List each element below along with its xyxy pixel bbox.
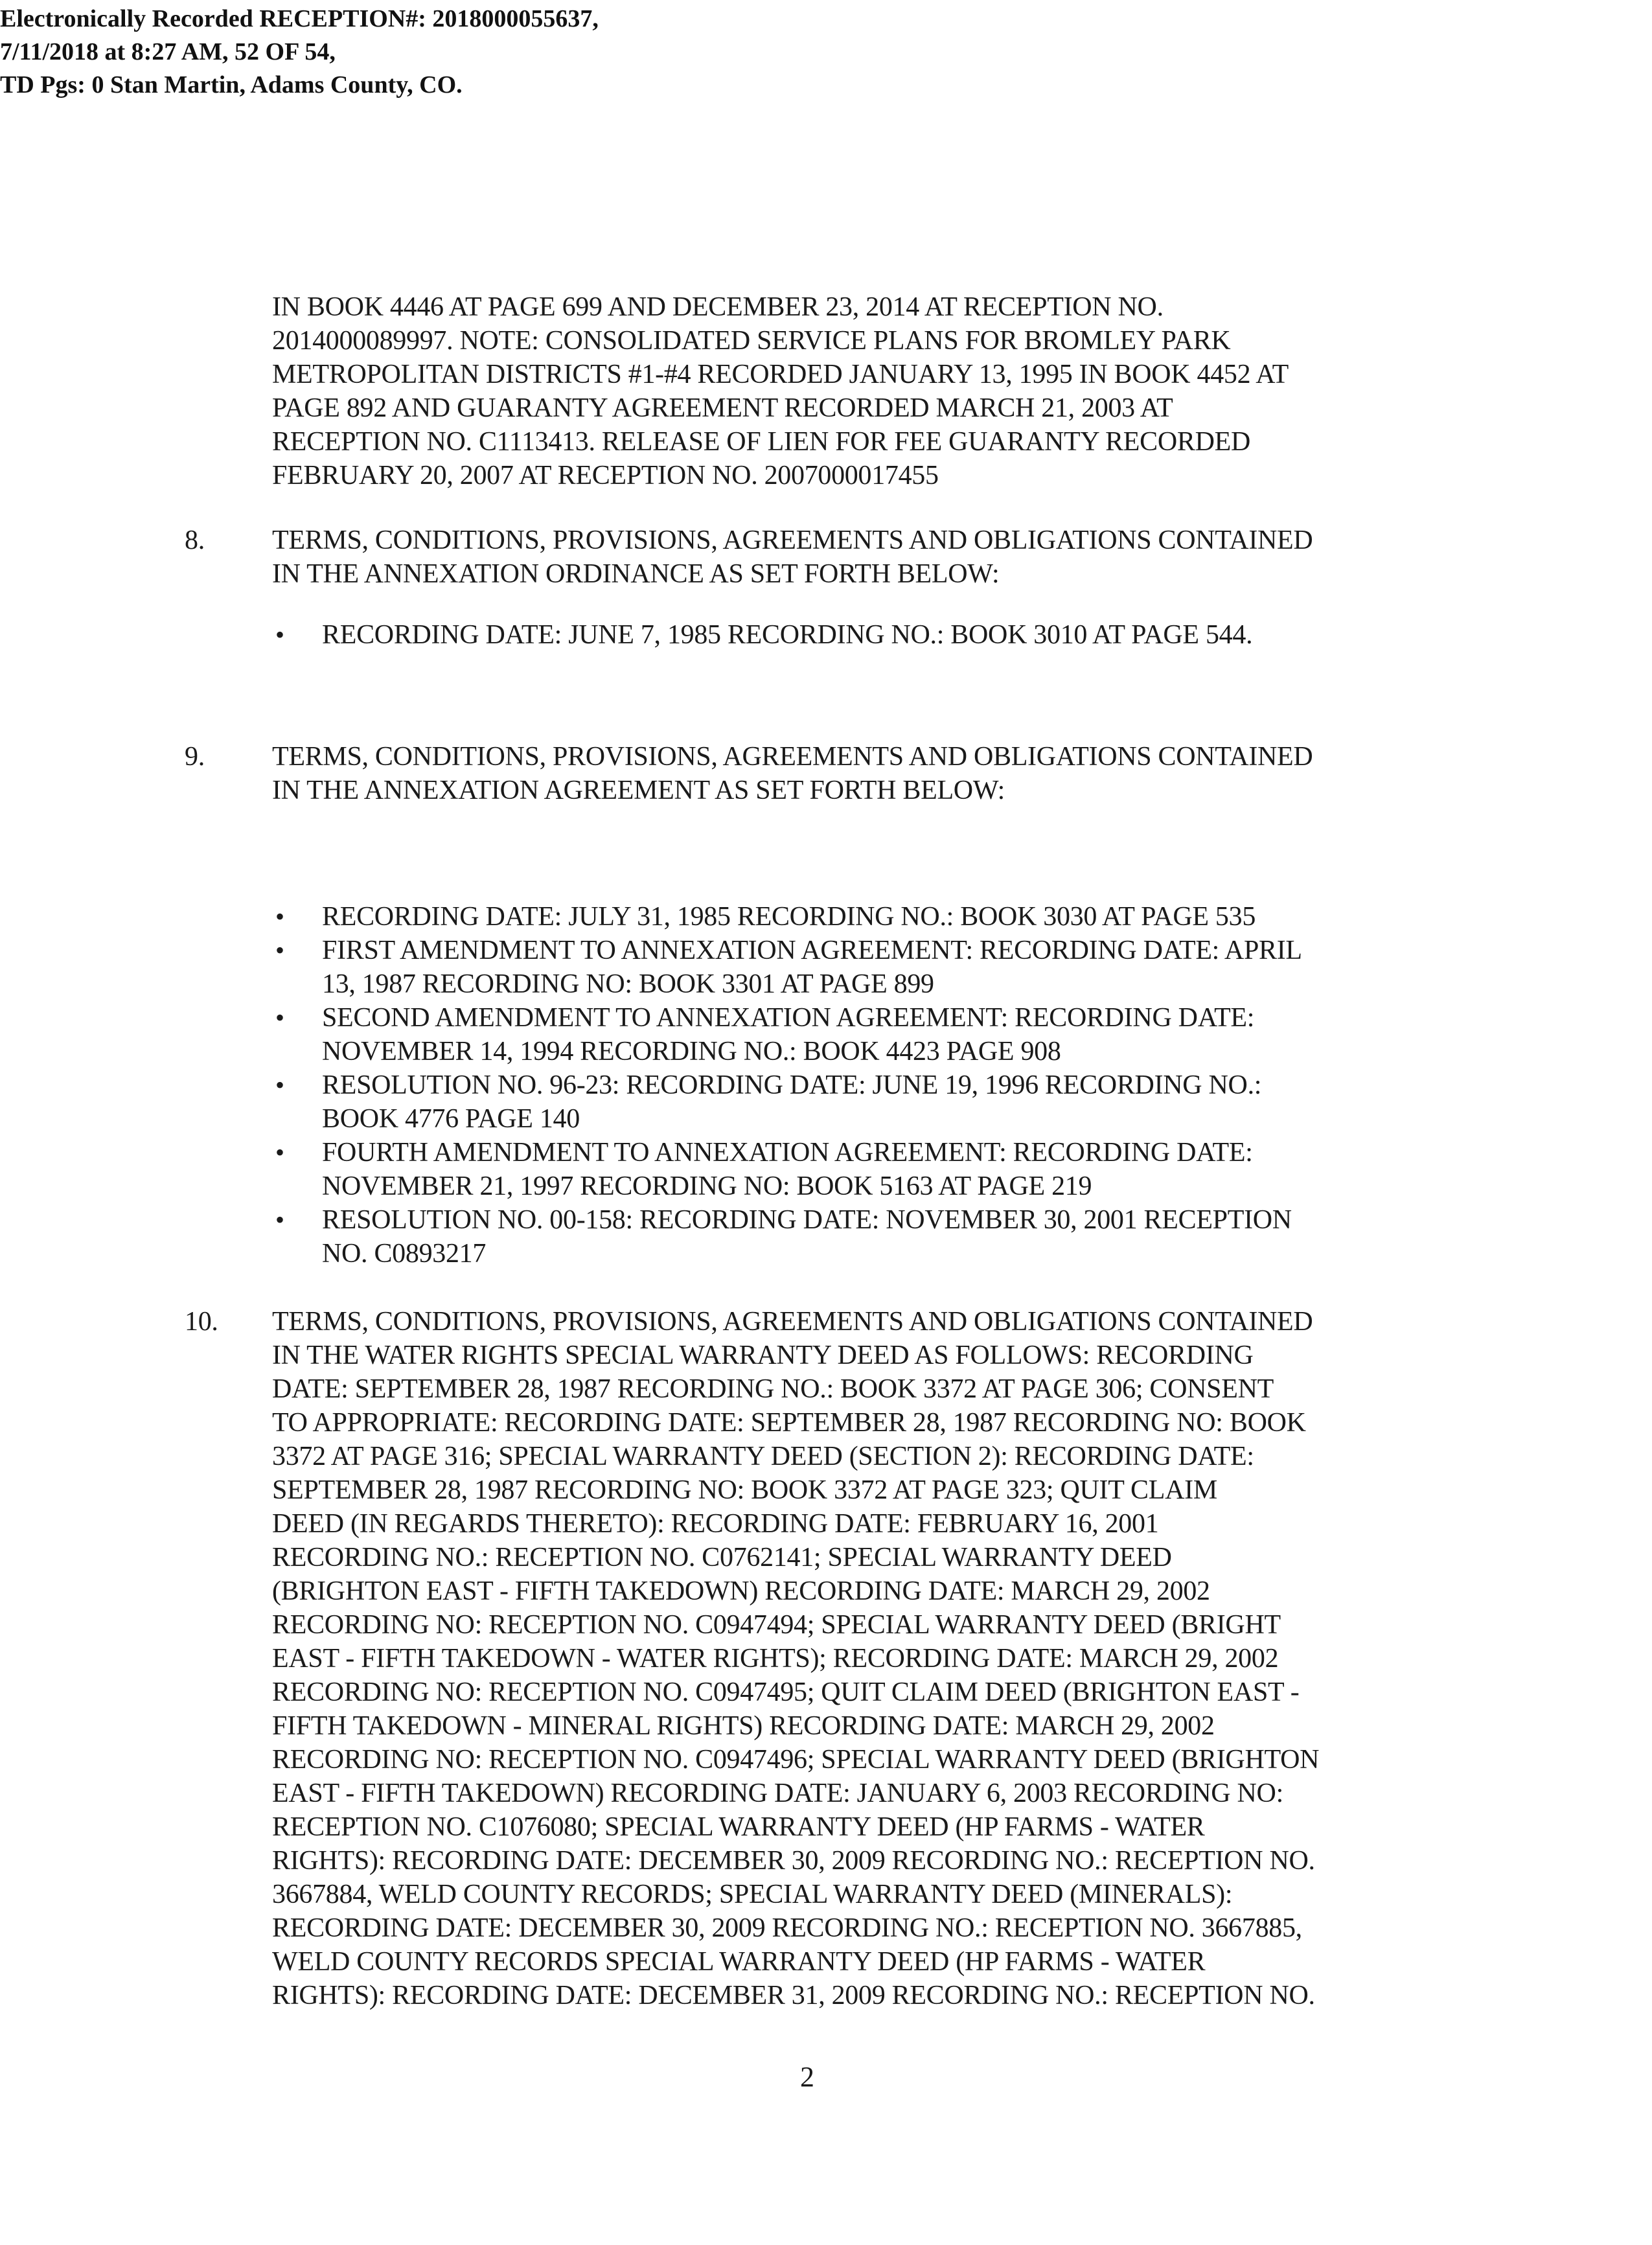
text-line: RECORDING DATE: JUNE 7, 1985 RECORDING NO.: BOOK 3010 AT PAGE 544. xyxy=(322,620,1253,650)
text-line: (BRIGHTON EAST - FIFTH TAKEDOWN) RECORDING DATE: MARCH 29, 2002 xyxy=(272,1576,1210,1606)
text-line: FOURTH AMENDMENT TO ANNEXATION AGREEMENT: RECORDING DATE: xyxy=(322,1138,1253,1168)
text-line: RECORDING NO: RECEPTION NO. C0947496; SPECIAL WARRANTY DEED (BRIGHTON xyxy=(272,1745,1320,1775)
bullet-text xyxy=(322,618,1652,652)
text-line: IN BOOK 4446 AT PAGE 699 AND DECEMBER 23, 2014 AT RECEPTION NO. xyxy=(272,292,1164,322)
text-line: NO. C0893217 xyxy=(322,1239,487,1269)
text-line: TO APPROPRIATE: RECORDING DATE: SEPTEMBER 28, 1987 RECORDING NO: BOOK xyxy=(272,1408,1306,1438)
text-line: IN THE ANNEXATION ORDINANCE AS SET FORTH BELOW: xyxy=(272,559,1000,589)
bullet-icon: • xyxy=(275,902,284,931)
text-line: RECORDING DATE: DECEMBER 30, 2009 RECORDING NO.: RECEPTION NO. 3667885, xyxy=(272,1913,1302,1943)
text-line: RECEPTION NO. C1076080; SPECIAL WARRANTY DEED (HP FARMS - WATER xyxy=(272,1812,1205,1842)
item-8-bullets xyxy=(0,618,1652,652)
text-line: FIRST AMENDMENT TO ANNEXATION AGREEMENT: RECORDING DATE: APRIL xyxy=(322,936,1302,965)
text-line: PAGE 892 AND GUARANTY AGREEMENT RECORDED MARCH 21, 2003 AT xyxy=(272,393,1173,423)
text-line: WELD COUNTY RECORDS SPECIAL WARRANTY DEED (HP FARMS - WATER xyxy=(272,1947,1206,1977)
continuation-paragraph xyxy=(272,290,1451,492)
text-line: RECORDING DATE: JULY 31, 1985 RECORDING NO.: BOOK 3030 AT PAGE 535 xyxy=(322,902,1256,932)
bullet-text xyxy=(322,1203,1652,1271)
text-line: SECOND AMENDMENT TO ANNEXATION AGREEMENT: RECORDING DATE: xyxy=(322,1003,1255,1033)
bullet-item xyxy=(0,1203,1652,1271)
text-line: 2014000089997. NOTE: CONSOLIDATED SERVICE PLANS FOR BROMLEY PARK xyxy=(272,326,1231,356)
item-number: 8. xyxy=(185,525,205,555)
item-number: 9. xyxy=(185,742,205,772)
item-text xyxy=(272,1305,1319,2012)
text-line: NOVEMBER 14, 1994 RECORDING NO.: BOOK 4423 PAGE 908 xyxy=(322,1037,1061,1066)
item-text xyxy=(272,524,1313,591)
text-line: RIGHTS): RECORDING DATE: DECEMBER 30, 2009 RECORDING NO.: RECEPTION NO. xyxy=(272,1846,1315,1876)
bullet-item xyxy=(0,1001,1652,1068)
bullet-icon: • xyxy=(275,1003,284,1032)
text-line: 3667884, WELD COUNTY RECORDS; SPECIAL WARRANTY DEED (MINERALS): xyxy=(272,1880,1233,1909)
bullet-icon: • xyxy=(275,936,284,965)
text-line: SEPTEMBER 28, 1987 RECORDING NO: BOOK 3372 AT PAGE 323; QUIT CLAIM xyxy=(272,1475,1217,1505)
text-line: 13, 1987 RECORDING NO: BOOK 3301 AT PAGE 899 xyxy=(322,969,934,999)
bullet-icon: • xyxy=(275,1138,284,1167)
text-line: EAST - FIFTH TAKEDOWN - WATER RIGHTS); RECORDING DATE: MARCH 29, 2002 xyxy=(272,1644,1279,1674)
text-line: RECORDING NO: RECEPTION NO. C0947495; QUIT CLAIM DEED (BRIGHTON EAST - xyxy=(272,1677,1300,1707)
text-line: 3372 AT PAGE 316; SPECIAL WARRANTY DEED (SECTION 2): RECORDING DATE: xyxy=(272,1442,1254,1471)
text-line: TERMS, CONDITIONS, PROVISIONS, AGREEMENTS AND OBLIGATIONS CONTAINED xyxy=(272,1307,1313,1337)
stamp-line-3: TD Pgs: 0 Stan Martin, Adams County, CO. xyxy=(0,71,463,98)
recording-stamp xyxy=(0,3,599,102)
text-line: EAST - FIFTH TAKEDOWN) RECORDING DATE: JANUARY 6, 2003 RECORDING NO: xyxy=(272,1779,1283,1808)
text-line: RECEPTION NO. C1113413. RELEASE OF LIEN FOR FEE GUARANTY RECORDED xyxy=(272,427,1251,457)
bullet-icon: • xyxy=(275,1205,284,1234)
text-line: FIFTH TAKEDOWN - MINERAL RIGHTS) RECORDING DATE: MARCH 29, 2002 xyxy=(272,1711,1215,1741)
item-number: 10. xyxy=(185,1307,218,1337)
bullet-item xyxy=(0,1136,1652,1203)
bullet-item xyxy=(0,618,1652,652)
bullet-text xyxy=(322,1136,1652,1203)
text-line: NOVEMBER 21, 1997 RECORDING NO: BOOK 5163 AT PAGE 219 xyxy=(322,1171,1092,1201)
bullet-text xyxy=(322,1068,1652,1136)
bullet-text xyxy=(322,934,1652,1001)
bullet-text xyxy=(322,1001,1652,1068)
text-line: DEED (IN REGARDS THERETO): RECORDING DATE: FEBRUARY 16, 2001 xyxy=(272,1509,1159,1539)
stamp-line-2: 7/11/2018 at 8:27 AM, 52 OF 54, xyxy=(0,38,336,65)
text-line: IN THE WATER RIGHTS SPECIAL WARRANTY DEED AS FOLLOWS: RECORDING xyxy=(272,1341,1254,1370)
text-line: RESOLUTION NO. 00-158: RECORDING DATE: NOVEMBER 30, 2001 RECEPTION xyxy=(322,1205,1292,1235)
text-line: TERMS, CONDITIONS, PROVISIONS, AGREEMENTS AND OBLIGATIONS CONTAINED xyxy=(272,525,1313,555)
text-line: RIGHTS): RECORDING DATE: DECEMBER 31, 2009 RECORDING NO.: RECEPTION NO. xyxy=(272,1981,1315,2010)
bullet-item xyxy=(0,900,1652,934)
text-line: FEBRUARY 20, 2007 AT RECEPTION NO. 2007000017455 xyxy=(272,461,939,490)
text-line: IN THE ANNEXATION AGREEMENT AS SET FORTH BELOW: xyxy=(272,776,1005,805)
text-line: RECORDING NO.: RECEPTION NO. C0762141; SPECIAL WARRANTY DEED xyxy=(272,1543,1172,1572)
bullet-text xyxy=(322,900,1652,934)
bullet-item xyxy=(0,1068,1652,1136)
bullet-item xyxy=(0,934,1652,1001)
text-line: METROPOLITAN DISTRICTS #1-#4 RECORDED JANUARY 13, 1995 IN BOOK 4452 AT xyxy=(272,360,1289,389)
text-line: DATE: SEPTEMBER 28, 1987 RECORDING NO.: BOOK 3372 AT PAGE 306; CONSENT xyxy=(272,1374,1274,1404)
bullet-icon: • xyxy=(275,620,284,649)
page-number: 2 xyxy=(800,2061,814,2093)
text-line: RECORDING NO: RECEPTION NO. C0947494; SPECIAL WARRANTY DEED (BRIGHT xyxy=(272,1610,1281,1640)
item-9-bullets xyxy=(0,900,1652,1271)
stamp-line-1: Electronically Recorded RECEPTION#: 2018000055637, xyxy=(0,5,599,32)
bullet-icon: • xyxy=(275,1070,284,1099)
text-line: RESOLUTION NO. 96-23: RECORDING DATE: JUNE 19, 1996 RECORDING NO.: xyxy=(322,1070,1262,1100)
item-text xyxy=(272,740,1313,807)
text-line: BOOK 4776 PAGE 140 xyxy=(322,1104,580,1134)
text-line: TERMS, CONDITIONS, PROVISIONS, AGREEMENTS AND OBLIGATIONS CONTAINED xyxy=(272,742,1313,772)
